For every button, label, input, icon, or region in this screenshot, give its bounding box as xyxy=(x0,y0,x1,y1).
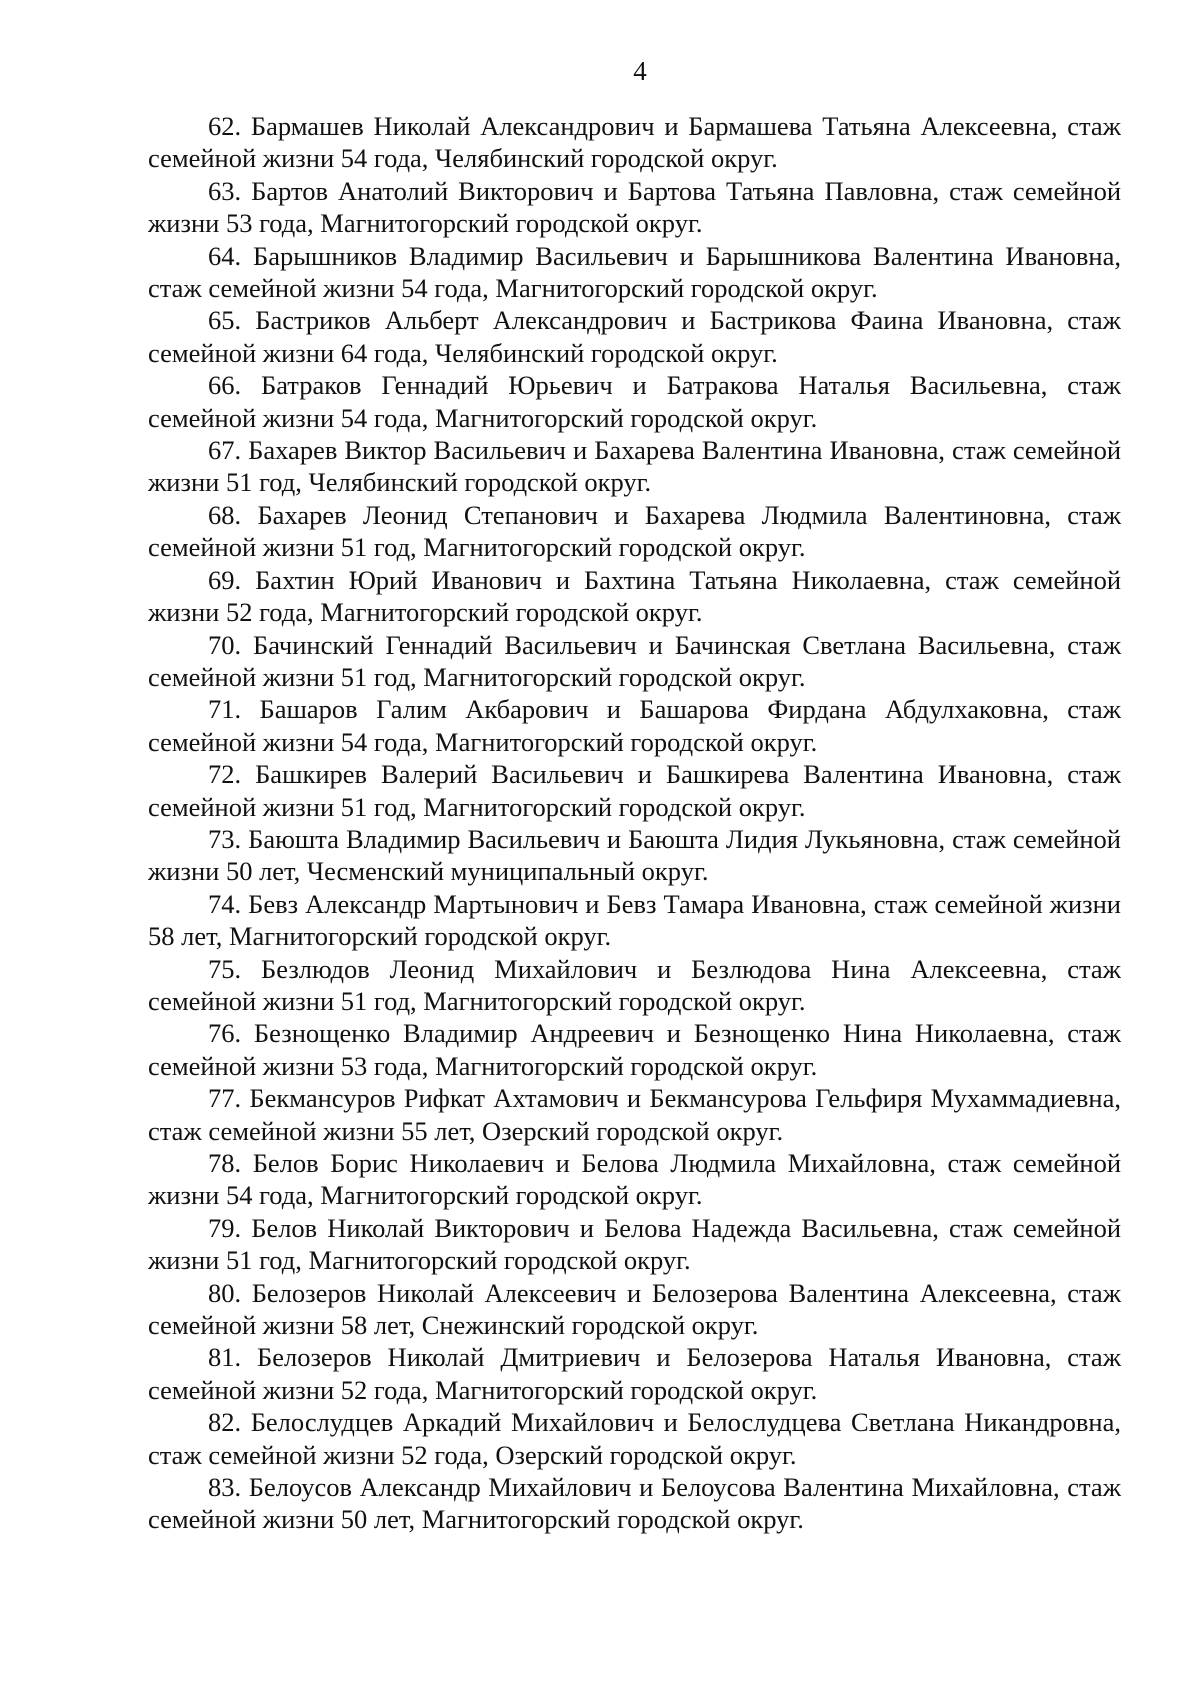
entry-text: Белозеров Николай Алексеевич и Белозерова Валентина Алексеевна, стаж семейной жизни 58 лет, Снежинский городской округ. xyxy=(148,1277,1122,1341)
entry-number: 66. xyxy=(208,370,242,401)
entry-number: 79. xyxy=(208,1212,242,1243)
entry-text: Бахарев Леонид Степанович и Бахарева Людмила Валентиновна, стаж семейной жизни 51 год, Магнитогорский городской округ. xyxy=(148,499,1122,563)
list-item xyxy=(148,434,1121,499)
entry-number: 75. xyxy=(208,953,242,984)
entry-number: 69. xyxy=(208,564,242,595)
entry-text: Белов Николай Викторович и Белова Надежда Васильевна, стаж семейной жизни 51 год, Магнитогорский городской округ. xyxy=(148,1212,1121,1276)
entry-number: 68. xyxy=(208,499,242,530)
entry-number: 64. xyxy=(208,240,242,271)
entry-text: Бартов Анатолий Викторович и Бартова Татьяна Павловна, стаж семейной жизни 53 года, Магнитогорский городской округ. xyxy=(148,175,1121,239)
entry-text: Бекмансуров Рифкат Ахтамович и Бекмансурова Гельфиря Мухаммадиевна, стаж семейной жизни 55 лет, Озерский городской округ. xyxy=(148,1083,1122,1146)
list-item xyxy=(148,953,1121,1018)
list-item xyxy=(148,823,1121,888)
entry-list xyxy=(148,110,1121,1536)
entry-text: Бачинский Геннадий Васильевич и Бачинская Светлана Васильевна, стаж семейной жизни 51 год, Магнитогорский городской округ. xyxy=(148,629,1121,692)
list-item xyxy=(148,1147,1121,1212)
list-item xyxy=(148,110,1121,175)
entry-text: Башаров Галим Акбарович и Башарова Фирдана Абдулхаковна, стаж семейной жизни 54 года, Магнитогорский городской округ. xyxy=(148,694,1121,757)
entry-number: 74. xyxy=(208,888,242,919)
entry-text: Барышников Владимир Васильевич и Барышникова Валентина Ивановна, стаж семейной жизни 54 года, Магнитогорский городской округ. xyxy=(148,240,1122,304)
entry-number: 71. xyxy=(208,694,242,725)
entry-number: 77. xyxy=(208,1083,242,1114)
list-item xyxy=(148,693,1121,758)
list-item xyxy=(148,1017,1121,1082)
list-item xyxy=(148,1471,1121,1536)
list-item xyxy=(148,499,1121,564)
entry-text: Белозеров Николай Дмитриевич и Белозерова Наталья Ивановна, стаж семейной жизни 52 года, Магнитогорский городской округ. xyxy=(148,1342,1122,1405)
list-item xyxy=(148,369,1121,434)
entry-number: 65. xyxy=(208,305,242,336)
entry-text: Бахтин Юрий Иванович и Бахтина Татьяна Николаевна, стаж семейной жизни 52 года, Магнитогорский городской округ. xyxy=(148,564,1122,628)
list-item xyxy=(148,1406,1121,1471)
entry-text: Безлюдов Леонид Михайлович и Безлюдова Нина Алексеевна, стаж семейной жизни 51 год, Магнитогорский городской округ. xyxy=(148,953,1121,1016)
entry-number: 76. xyxy=(208,1018,242,1049)
list-item xyxy=(148,758,1121,823)
entry-number: 73. xyxy=(208,823,242,854)
list-item xyxy=(148,1341,1121,1406)
entry-number: 82. xyxy=(208,1407,242,1438)
list-item xyxy=(148,629,1121,694)
entry-number: 83. xyxy=(208,1472,242,1503)
entry-text: Белов Борис Николаевич и Белова Людмила Михайловна, стаж семейной жизни 54 года, Магнитогорский городской округ. xyxy=(148,1148,1122,1211)
list-item xyxy=(148,1082,1121,1147)
entry-text: Батраков Геннадий Юрьевич и Батракова Наталья Васильевна, стаж семейной жизни 54 года, Магнитогорский городской округ. xyxy=(148,370,1121,433)
entry-number: 72. xyxy=(208,759,242,790)
list-item xyxy=(148,304,1121,369)
list-item xyxy=(148,240,1121,305)
entry-text: Бармашев Николай Александрович и Бармашева Татьяна Алексеевна, стаж семейной жизни 54 года, Челябинский городской округ. xyxy=(148,111,1121,174)
entry-text: Баюшта Владимир Васильевич и Баюшта Лидия Лукьяновна, стаж семейной жизни 50 лет, Чесменский муниципальный округ. xyxy=(148,823,1121,887)
entry-text: Бахарев Виктор Васильевич и Бахарева Валентина Ивановна, стаж семейной жизни 51 год, Челябинский городской округ. xyxy=(148,435,1122,498)
list-item xyxy=(148,1212,1121,1277)
list-item xyxy=(148,175,1121,240)
list-item xyxy=(148,1277,1121,1342)
entry-number: 81. xyxy=(208,1342,242,1373)
entry-number: 70. xyxy=(208,629,242,660)
entry-number: 62. xyxy=(208,111,242,141)
entry-number: 67. xyxy=(208,435,242,466)
entry-text: Безнощенко Владимир Андреевич и Безнощенко Нина Николаевна, стаж семейной жизни 53 года, Магнитогорский городской округ. xyxy=(148,1018,1122,1081)
list-item xyxy=(148,564,1121,629)
list-item xyxy=(148,888,1121,953)
entry-text: Бастриков Альберт Александрович и Бастрикова Фаина Ивановна, стаж семейной жизни 64 года, Челябинский городской округ. xyxy=(148,305,1121,368)
entry-text: Бевз Александр Мартынович и Бевз Тамара Ивановна, стаж семейной жизни 58 лет, Магнитогорский городской округ. xyxy=(148,888,1121,952)
entry-number: 80. xyxy=(208,1277,242,1308)
entry-text: Белослудцев Аркадий Михайлович и Белослудцева Светлана Никандровна, стаж семейной жизни 52 года, Озерский городской округ. xyxy=(148,1407,1121,1470)
page-number: 4 xyxy=(633,56,647,86)
entry-number: 78. xyxy=(208,1148,242,1178)
entry-number: 63. xyxy=(208,175,242,206)
entry-text: Башкирев Валерий Васильевич и Башкирева Валентина Ивановна, стаж семейной жизни 51 год, Магнитогорский городской округ. xyxy=(148,759,1121,822)
entry-text: Белоусов Александр Михайлович и Белоусова Валентина Михайловна, стаж семейной жизни 50 лет, Магнитогорский городской округ. xyxy=(148,1472,1122,1535)
